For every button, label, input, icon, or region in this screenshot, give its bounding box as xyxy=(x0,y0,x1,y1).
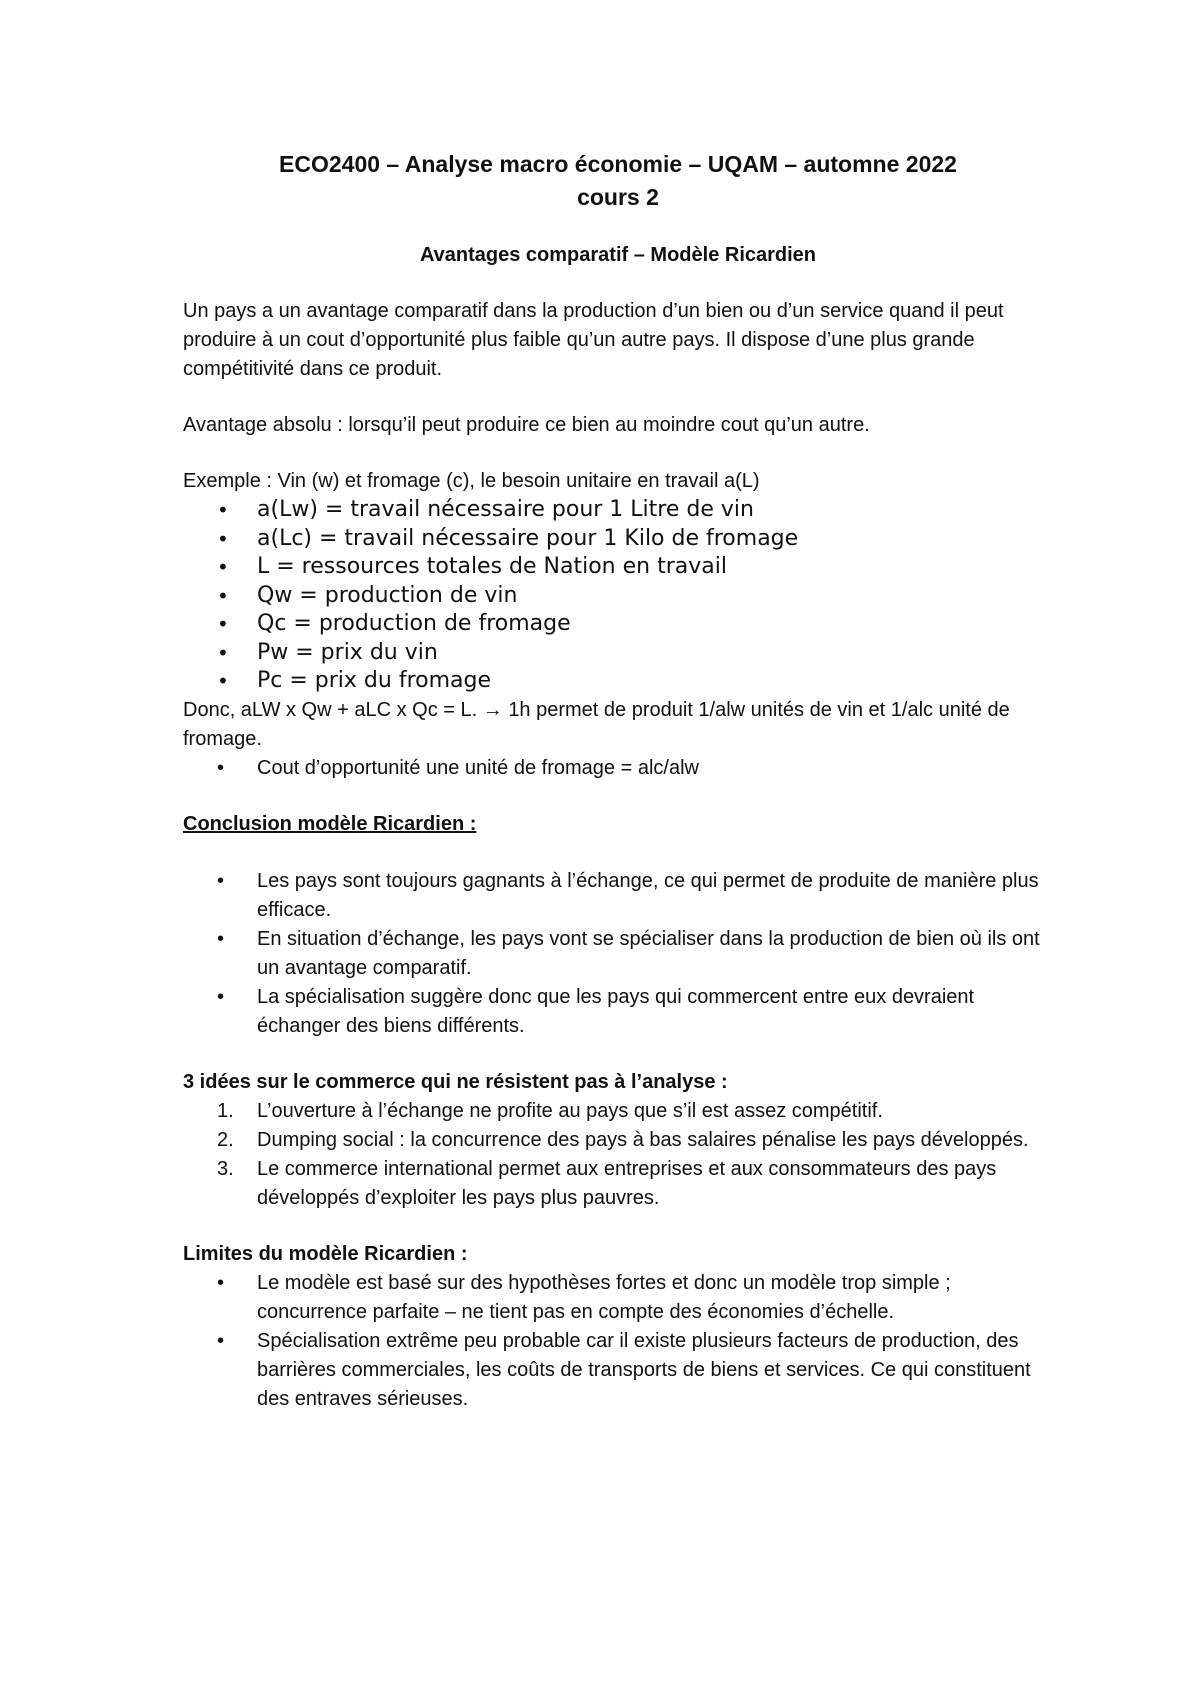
document-title xyxy=(183,148,1053,214)
list-item: • a(Lc) = travail nécessaire pour 1 Kilo de fromage xyxy=(183,525,1053,554)
list-item: • Cout d’opportunité une unité de fromage = alc/alw xyxy=(183,754,1053,783)
list-number: 3. xyxy=(217,1157,234,1180)
list-item xyxy=(183,1097,1053,1126)
section-subtitle: Avantages comparatif – Modèle Ricardien xyxy=(419,244,817,266)
ideas-list xyxy=(183,1097,1053,1213)
list-item: • En situation d’échange, les pays vont se spécialiser dans la production de bien où ils ont un avantage comparatif. xyxy=(183,925,1053,983)
list-text: L’ouverture à l’échange ne profite au pays que s’il est assez compétitif. xyxy=(257,1099,883,1122)
comparative-advantage-paragraph: Un pays a un avantage comparatif dans la production d’un bien ou d’un service quand il peut produire à un cout d’opportunité plus faible qu’un autre pays. Il dispose d’une plus grande compétitivité dans ce produit. xyxy=(183,300,1004,380)
list-item xyxy=(183,1126,1053,1155)
donc-equation-paragraph xyxy=(183,696,1053,754)
conclusion-list xyxy=(183,867,1053,1041)
document-page xyxy=(183,148,1053,1414)
conclusion-heading: Conclusion modèle Ricardien : xyxy=(183,812,477,835)
list-item: • Pc = prix du fromage xyxy=(183,667,1053,696)
title-line-1: ECO2400 – Analyse macro économie – UQAM – automne 2022 xyxy=(279,151,957,177)
list-item: • La spécialisation suggère donc que les pays qui commercent entre eux devraient échanger des biens différents. xyxy=(183,983,1053,1041)
donc-result: 1h permet de produit 1/alw unités de vin et 1/alc unité de fromage. xyxy=(183,698,1010,750)
list-item xyxy=(183,1155,1053,1213)
absolute-advantage-paragraph: Avantage absolu : lorsqu’il peut produire ce bien au moindre cout qu’un autre. xyxy=(183,414,870,436)
list-text: Dumping social : la concurrence des pays à bas salaires pénalise les pays développés. xyxy=(257,1128,1029,1151)
ideas-heading: 3 idées sur le commerce qui ne résistent pas à l’analyse : xyxy=(183,1070,728,1093)
opportunity-cost-list xyxy=(183,754,1053,783)
list-item: • Qw = production de vin xyxy=(183,582,1053,611)
list-item: • a(Lw) = travail nécessaire pour 1 Litre de vin xyxy=(183,496,1053,525)
list-item: • Les pays sont toujours gagnants à l’échange, ce qui permet de produite de manière plus efficace. xyxy=(183,867,1053,925)
list-item: • Le modèle est basé sur des hypothèses fortes et donc un modèle trop simple ; concurrence parfaite – ne tient pas en compte des économies d’échelle. xyxy=(183,1269,1053,1327)
list-item: • Pw = prix du vin xyxy=(183,639,1053,668)
donc-equation: Donc, aLW x Qw + aLC x Qc = L. xyxy=(183,698,478,721)
right-arrow-icon: → xyxy=(482,698,503,721)
title-line-2: cours 2 xyxy=(577,184,659,210)
list-number: 2. xyxy=(217,1128,234,1151)
list-number: 1. xyxy=(217,1099,234,1122)
list-item: • Spécialisation extrême peu probable car il existe plusieurs facteurs de production, des barrières commerciales, les coûts de transports de biens et services. Ce qui constituent des entraves sérieuses. xyxy=(183,1327,1053,1414)
limits-list xyxy=(183,1269,1053,1414)
example-lead: Exemple : Vin (w) et fromage (c), le besoin unitaire en travail a(L) xyxy=(183,470,760,492)
limits-heading: Limites du modèle Ricardien : xyxy=(183,1242,468,1265)
list-text: Le commerce international permet aux entreprises et aux consommateurs des pays développés d’exploiter les pays plus pauvres. xyxy=(257,1157,997,1209)
list-item: • L = ressources totales de Nation en travail xyxy=(183,553,1053,582)
example-variable-list xyxy=(183,496,1053,696)
list-item: • Qc = production de fromage xyxy=(183,610,1053,639)
